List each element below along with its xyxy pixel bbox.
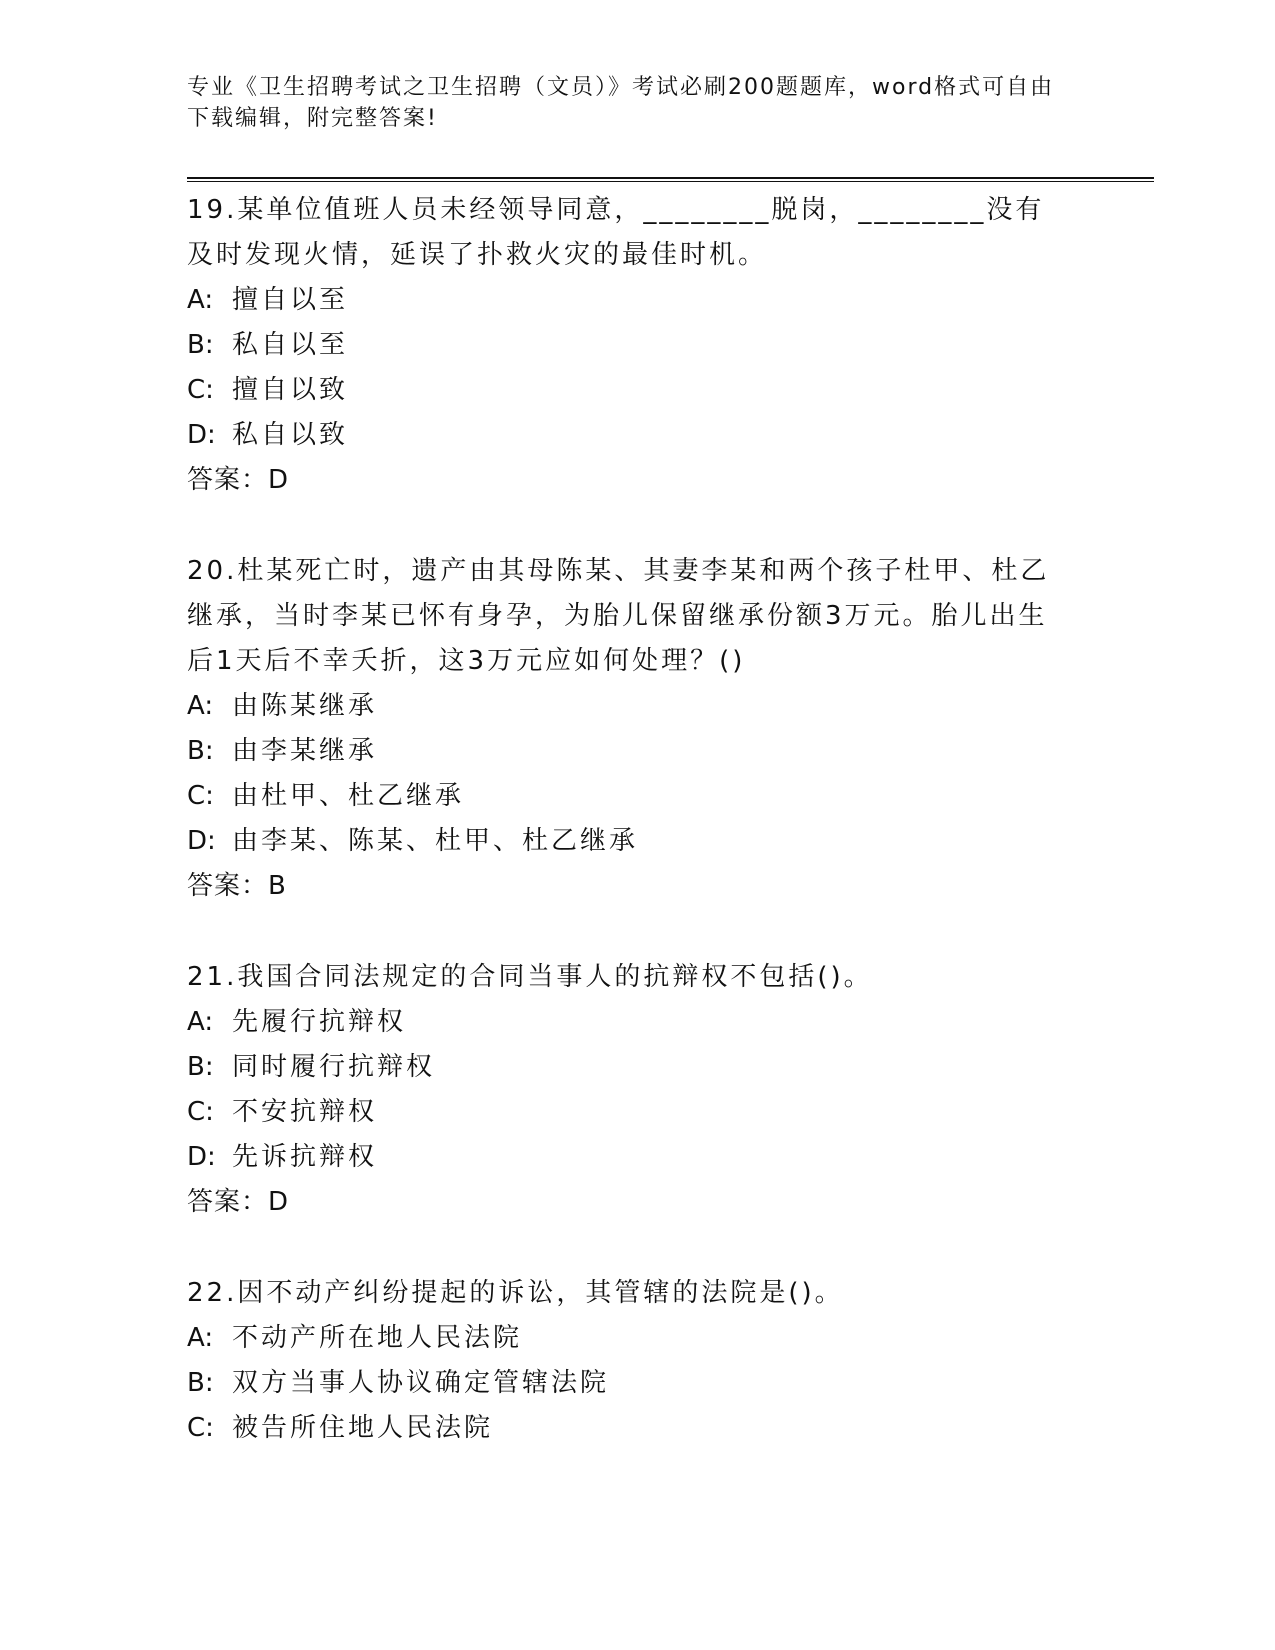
option-d	[187, 819, 1067, 864]
option-letter: C:	[187, 781, 214, 811]
document-intro: 专业《卫生招聘考试之卫生招聘（文员）》考试必刷200题题库，word格式可自由下载编辑，附完整答案!	[187, 75, 1055, 131]
answer-line: 答案：D	[187, 465, 290, 495]
option-text: 由李某、陈某、杜甲、杜乙继承	[232, 826, 639, 856]
option-letter: B:	[187, 736, 214, 766]
option-text: 同时履行抗辩权	[232, 1052, 436, 1082]
question-20	[187, 549, 1067, 909]
option-b	[187, 1045, 1067, 1090]
option-c	[187, 1406, 1067, 1451]
option-text: 双方当事人协议确定管辖法院	[232, 1368, 610, 1398]
option-c	[187, 1090, 1067, 1135]
question-text: 20.杜某死亡时，遗产由其母陈某、其妻李某和两个孩子杜甲、杜乙继承，当时李某已怀有身孕，为胎儿保留继承份额3万元。胎儿出生后1天后不幸夭折，这3万元应如何处理？()	[187, 556, 1050, 676]
option-letter: B:	[187, 1368, 214, 1398]
option-b	[187, 323, 1067, 368]
option-letter: D:	[187, 1142, 216, 1172]
option-text: 不动产所在地人民法院	[232, 1323, 523, 1353]
option-letter: A:	[187, 1323, 214, 1353]
option-letter: D:	[187, 826, 216, 856]
option-letter: A:	[187, 691, 214, 721]
question-list	[187, 188, 1067, 1497]
option-text: 被告所住地人民法院	[232, 1413, 494, 1443]
header-rule-thick	[187, 177, 1154, 179]
option-letter: D:	[187, 420, 216, 450]
question-text: 21.我国合同法规定的合同当事人的抗辩权不包括()。	[187, 962, 873, 992]
option-letter: A:	[187, 1007, 214, 1037]
option-a	[187, 684, 1067, 729]
answer-line: 答案：D	[187, 1187, 290, 1217]
option-letter: C:	[187, 375, 214, 405]
option-c	[187, 368, 1067, 413]
option-text: 擅自以致	[232, 375, 349, 405]
option-letter: B:	[187, 330, 214, 360]
option-letter: C:	[187, 1097, 214, 1127]
option-d	[187, 413, 1067, 458]
question-text: 19.某单位值班人员未经领导同意，________脱岗，________没有及时发现火情，延误了扑救火灾的最佳时机。	[187, 195, 1045, 270]
question-19	[187, 188, 1067, 503]
question-22	[187, 1271, 1067, 1451]
option-a	[187, 278, 1067, 323]
option-text: 不安抗辩权	[232, 1097, 378, 1127]
option-text: 擅自以至	[232, 285, 349, 315]
option-b	[187, 1361, 1067, 1406]
question-text: 22.因不动产纠纷提起的诉讼，其管辖的法院是()。	[187, 1278, 844, 1308]
option-letter: A:	[187, 285, 214, 315]
option-a	[187, 1316, 1067, 1361]
option-text: 先履行抗辩权	[232, 1007, 407, 1037]
option-d	[187, 1135, 1067, 1180]
option-b	[187, 729, 1067, 774]
question-21	[187, 955, 1067, 1225]
answer-line: 答案：B	[187, 871, 287, 901]
option-text: 先诉抗辩权	[232, 1142, 378, 1172]
option-text: 由杜甲、杜乙继承	[232, 781, 465, 811]
option-text: 由李某继承	[232, 736, 378, 766]
header-rule-thin	[187, 181, 1154, 182]
option-letter: C:	[187, 1413, 214, 1443]
option-a	[187, 1000, 1067, 1045]
option-text: 私自以致	[232, 420, 349, 450]
option-c	[187, 774, 1067, 819]
option-text: 私自以至	[232, 330, 349, 360]
option-text: 由陈某继承	[232, 691, 378, 721]
option-letter: B:	[187, 1052, 214, 1082]
